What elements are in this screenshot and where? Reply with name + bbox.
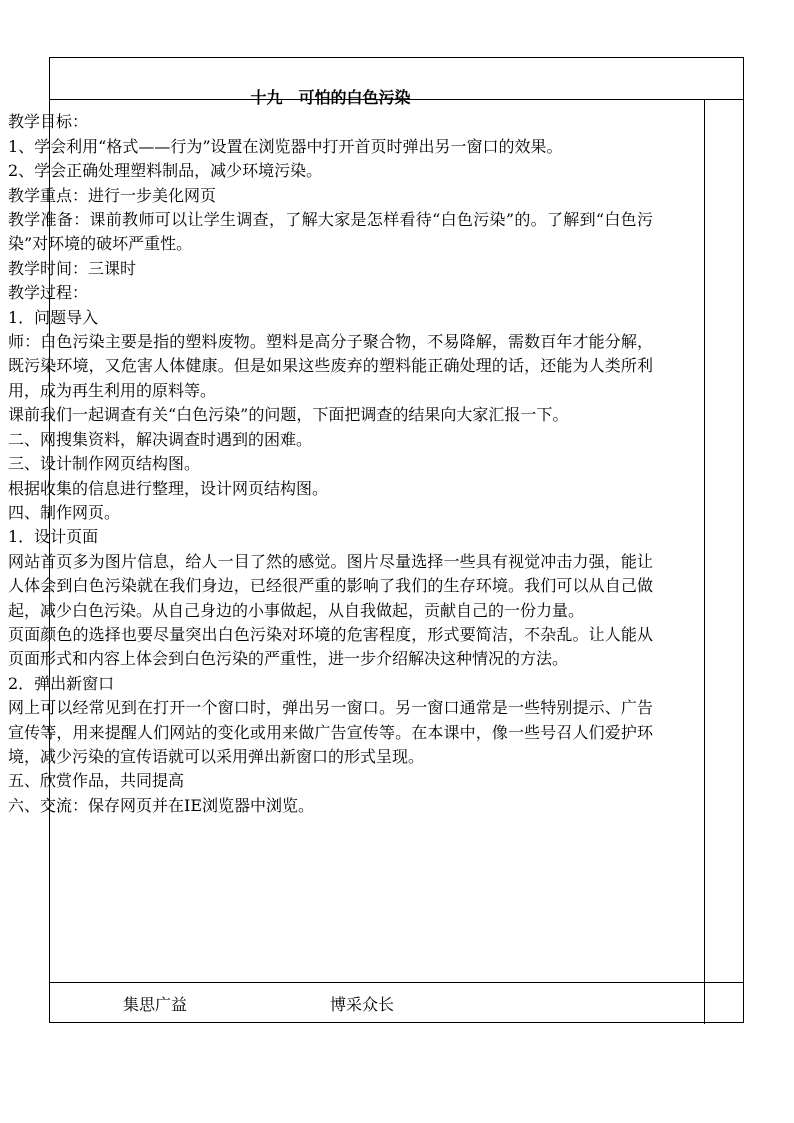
text-line: 五、欣赏作品，共同提高 <box>8 771 185 791</box>
text-line: 教学时间：三课时 <box>8 258 137 278</box>
text-line: 2、学会正确处理塑料制品，减少环境污染。 <box>8 161 323 181</box>
text-line: 网上可以经常见到在打开一个窗口时，弹出另一窗口。另一窗口通常是一些特别提示、广告宣传等，用来提醒人们网站的变化或用来做广告宣传等。在本课中，像一些号召人们爱护环境，减少污染的宣传语就可以采用弹出新窗口的形式呈现。 <box>8 698 653 766</box>
text-line: 课前我们一起调查有关“白色污染”的问题，下面把调查的结果向大家汇报一下。 <box>8 405 569 425</box>
lesson-content <box>8 86 653 818</box>
footer-right-text: 博采众长 <box>330 995 395 1014</box>
footer-left-text: 集思广益 <box>123 995 188 1014</box>
text-line: 1、学会利用“格式——行为”设置在浏览器中打开首页时弹出另一窗口的效果。 <box>8 136 563 156</box>
text-line: 六、交流：保存网页并在IE浏览器中浏览。 <box>8 795 315 815</box>
text-line: 根据收集的信息进行整理，设计网页结构图。 <box>8 478 329 498</box>
text-line: 1．设计页面 <box>8 527 99 547</box>
footer-row <box>50 992 704 1022</box>
text-line: 教学目标： <box>8 112 89 132</box>
text-line: 网站首页多为图片信息，给人一目了然的感觉。图片尽量选择一些具有视觉冲击力强，能让人体会到白色污染就在我们身边，已经很严重的影响了我们的生存环境。我们可以从自己做起，减少白色污染。从自己身边的小事做起，从自我做起，贡献自己的一份力量。 <box>8 551 653 620</box>
text-line: 教学重点：进行一步美化网页 <box>8 185 217 205</box>
text-line: 四、制作网页。 <box>8 502 121 522</box>
lesson-title: 十九 可怕的白色污染 <box>250 88 411 107</box>
text-line: 三、设计制作网页结构图。 <box>8 454 201 474</box>
text-line: 师：白色污染主要是指的塑料废物。塑料是高分子聚合物，不易降解，需数百年才能分解，既污染环境，又危害人体健康。但是如果这些废弃的塑料能正确处理的话，还能为人类所利用，成为再生利用的原料等。 <box>8 332 653 400</box>
text-line: 教学过程： <box>8 283 89 303</box>
text-line: 页面颜色的选择也要尽量突出白色污染对环境的危害程度，形式要简洁，不杂乱。让人能从页面形式和内容上体会到白色污染的严重性，进一步介绍解决这种情况的方法。 <box>8 624 653 669</box>
text-line: 教学准备：课前教师可以让学生调查，了解大家是怎样看待“白色污染”的。了解到“白色污染”对环境的破坏严重性。 <box>8 210 653 254</box>
right-column-divider <box>704 100 705 1024</box>
text-line: 2．弹出新窗口 <box>8 673 115 693</box>
text-line: 二、网搜集资料，解决调查时遇到的困难。 <box>8 429 313 449</box>
text-line: 1．问题导入 <box>8 307 99 327</box>
footer-divider <box>50 982 743 983</box>
